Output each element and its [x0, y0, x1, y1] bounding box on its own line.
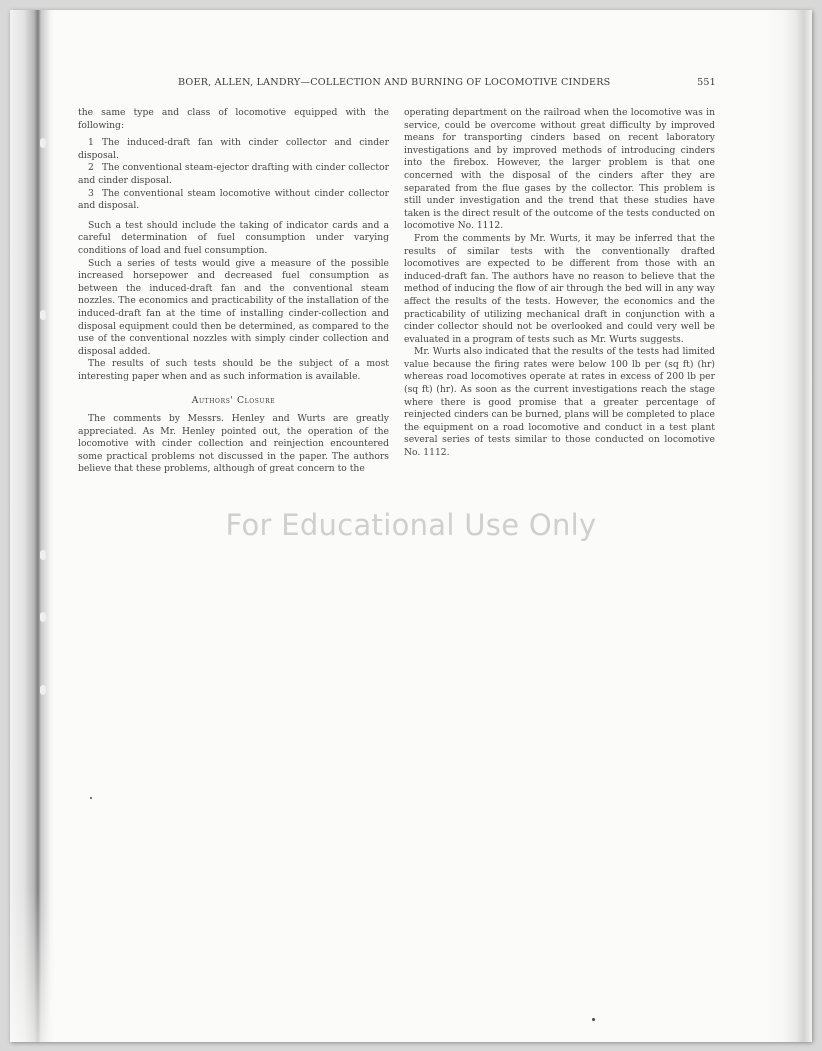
list-number: 1 — [88, 137, 94, 149]
binding-hole — [40, 685, 46, 695]
list-item — [78, 188, 389, 213]
scan-speck — [592, 1018, 595, 1021]
right-column — [404, 107, 715, 460]
list-text: The conventional steam-ejector drafting with cinder collector and cinder disposal. — [78, 162, 389, 186]
binding-hole — [40, 612, 46, 622]
running-head — [178, 77, 716, 88]
paragraph: Mr. Wurts also indicated that the results of the tests had limited value because the firing rates were below 100 lb per (sq ft) (hr) whereas road locomotives operate at rates in excess of 200 lb per (sq ft) (hr). As soon as the current investigations reach the stage where there is good promise that a greater percentage of reinjected cinders can be burned, plans will be completed to place the equipment on a road locomotive and conduct in a test plant several series of tests similar to those conducted on locomotive No. 1112. — [404, 346, 715, 459]
scan-speck — [90, 797, 92, 799]
binding-hole — [40, 138, 46, 148]
binding-hole — [40, 550, 46, 560]
page — [10, 10, 812, 1042]
list-text: The induced-draft fan with cinder collector and cinder disposal. — [78, 137, 389, 161]
left-column — [78, 107, 389, 476]
paragraph: From the comments by Mr. Wurts, it may be inferred that the results of similar tests with the conventionally drafted locomotives are expected to be different from those with an induced-draft fan. The authors have no reason to believe that the method of inducing the flow of air through the bed will in any way affect the results of the tests. However, the economics and the practicability of utilizing mechanical draft in conjunction with a cinder collector should not be overlooked and could very well be evaluated in a program of tests such as Mr. Wurts suggests. — [404, 232, 715, 345]
list-number: 3 — [88, 187, 94, 199]
list-item — [78, 162, 389, 187]
section-heading: Authors' Closure — [191, 395, 276, 407]
running-head-title: BOER, ALLEN, LANDRY—COLLECTION AND BURNING OF LOCOMOTIVE CINDERS — [178, 77, 611, 88]
list-item — [78, 137, 389, 162]
page-number: 551 — [697, 77, 716, 88]
paragraph: the same type and class of locomotive equipped with the following: — [78, 107, 389, 131]
paragraph: Such a series of tests would give a measure of the possible increased horsepower and decreased fuel consumption as between the induced-draft fan and the conventional steam nozzles. The economics and practicability of the installation of the induced-draft fan at the time of installing cinder-collection and disposal equipment could then be determined, as compared to the use of the conventional nozzles with simply cinder collection and disposal added. — [78, 257, 389, 357]
binding-fade — [10, 890, 54, 1042]
paragraph: Such a test should include the taking of indicator cards and a careful determination of fuel consumption under varying conditions of load and fuel consumption. — [78, 219, 389, 256]
paragraph: The comments by Messrs. Henley and Wurts are greatly appreciated. As Mr. Henley pointed out, the operation of the locomotive with cinder collection and reinjection encountered some practical problems not discussed in the paper. The authors believe that these problems, although of great concern to the — [78, 413, 389, 475]
numbered-list — [78, 137, 389, 213]
list-number: 2 — [88, 162, 94, 174]
paragraph: operating department on the railroad when the locomotive was in service, could be overcome without great difficulty by improved means for transporting cinders based on recent laboratory investigations and by improved methods of introducing cinders into the firebox. However, the larger problem is that one concerned with the disposal of the cinders after they are separated from the flue gases by the collector. This problem is still under investigation and the trend that these studies have taken is the direct result of the outcome of the tests conducted on locomotive No. 1112. — [404, 107, 715, 232]
binding-hole — [40, 310, 46, 320]
paragraph: The results of such tests should be the subject of a most interesting paper when and as such information is available. — [78, 358, 389, 382]
watermark: For Educational Use Only — [225, 508, 597, 542]
list-text: The conventional steam locomotive without cinder collector and disposal. — [78, 187, 389, 212]
